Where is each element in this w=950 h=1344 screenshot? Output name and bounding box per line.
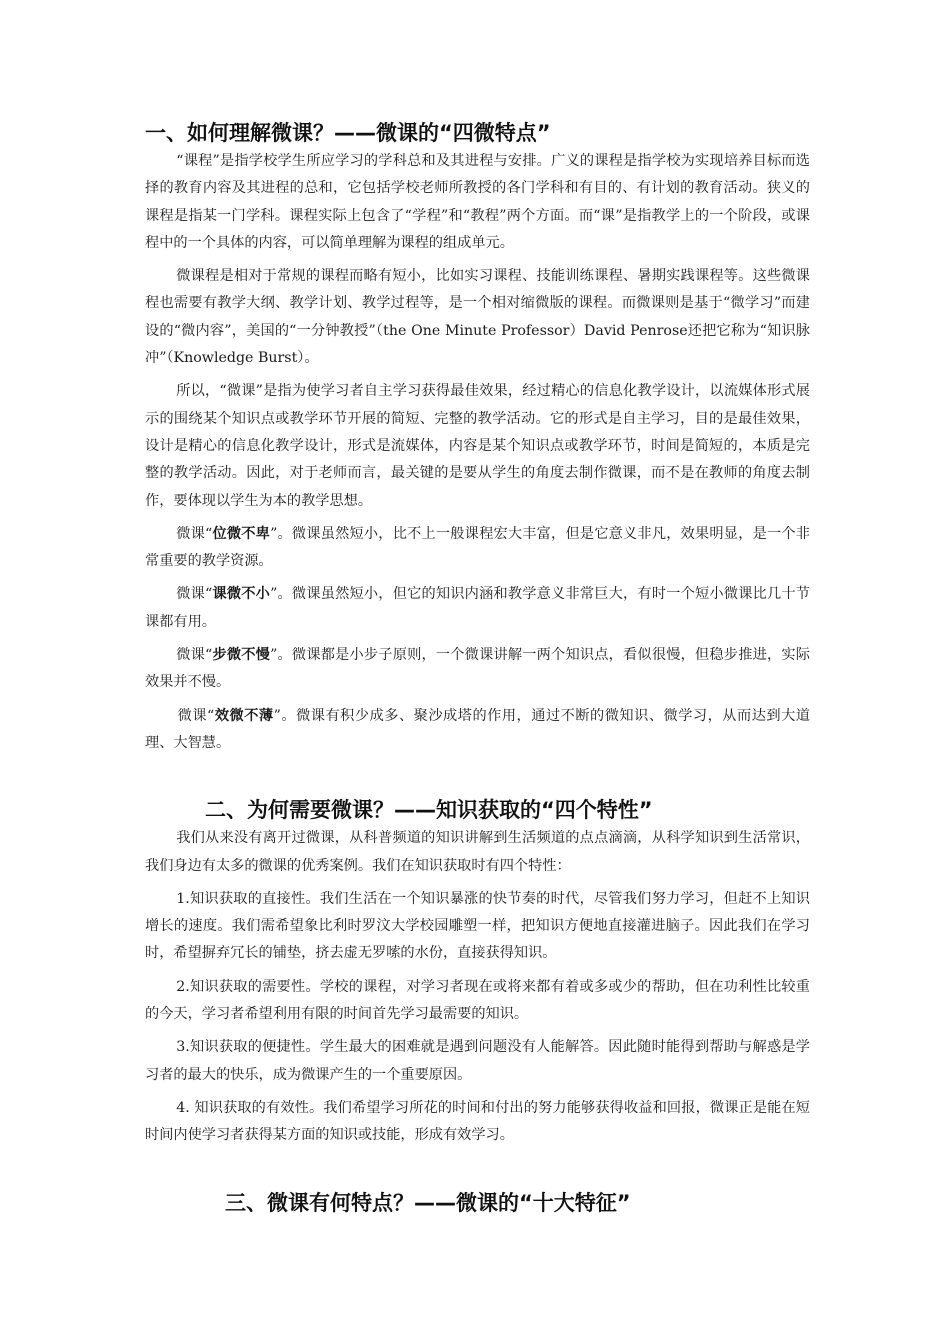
section1-paragraph-3: 所以，“微课”是指为使学习者自主学习获得最佳效果，经过精心的信息化教学设计，以流媒体形式展示的围绕某个知识点或教学环节开展的简短、完整的教学活动。它的形式是自主学习，目的是最佳效果，设计是精心的信息化教学设计，形式是流媒体，内容是某个知识点或教学环节，时间是简短的，本质是完整的教学活动。因此，对于老师而言，最关键的是要从学生的角度去制作微课，而不是在教师的角度去制作，要体现以学生为本的教学思想。: [145, 383, 810, 509]
feature-paragraph-1: 微课“位微不卑”。微课虽然短小，比不上一般课程宏大丰富，但是它意义非凡，效果明显，是一个非常重要的教学资源。: [145, 525, 810, 570]
section1-heading: 一、如何理解微课？——微课的“四微特点”: [145, 121, 551, 145]
section2-item-4: 4. 知识获取的有效性。我们希望学习所花的时间和付出的努力能够获得收益和回报，微课正是能在短时间内使学习者获得某方面的知识或技能，形成有效学习。: [145, 1099, 810, 1144]
document-page: [145, 118, 810, 1218]
feature-keyword: 步微不慢: [212, 647, 271, 664]
feature-paragraph-3: 微课“步微不慢”。微课都是小步子原则，一个微课讲解一两个知识点，看似很慢，但稳步推进，实际效果并不慢。: [145, 647, 810, 691]
section2-intro: 我们从来没有离开过微课，从科普频道的知识讲解到生活频道的点点滴滴，从科学知识到生活常识，我们身边有太多的微课的优秀案例。我们在知识获取时有四个特性：: [145, 830, 810, 874]
feature-keyword: 课微不小: [212, 586, 271, 603]
section1-paragraph-1: “课程”是指学校学生所应学习的学科总和及其进程与安排。广义的课程是指学校为实现培养目标而选择的教育内容及其进程的总和，它包括学校老师所教授的各门学科和有目的、有计划的教育活动。狭义的课程是指某一门学科。课程实际上包含了“学程”和“教程”两个方面。而“课”是指教学上的一个阶段，或课程中的一个具体的内容，可以简单理解为课程的组成单元。: [145, 153, 810, 251]
feature-paragraph-4: 微课“效微不薄”。微课有积少成多、聚沙成塔的作用，通过不断的微知识、微学习，从而达到大道理、大智慧。: [145, 707, 810, 751]
feature-keyword: 效微不薄: [214, 707, 274, 724]
section3-heading: 三、微课有何特点？——微课的“十大特征”: [225, 1190, 631, 1215]
section2-heading: 二、为何需要微课？——知识获取的“四个特性”: [205, 798, 653, 823]
section2-item-3: 3.知识获取的便捷性。学生最大的困难就是遇到问题没有人能解答。因此随时能得到帮助与解惑是学习者的最大的快乐，成为微课产生的一个重要原因。: [145, 1039, 810, 1083]
section2-item-2: 2.知识获取的需要性。学校的课程，对学习者现在或将来都有着或多或少的帮助，但在功利性比较重的今天，学习者希望利用有限的时间首先学习最需要的知识。: [145, 978, 810, 1023]
section1-paragraph-2: 微课程是相对于常规的课程而略有短小，比如实习课程、技能训练课程、暑期实践课程等。这些微课程也需要有教学大纲、教学计划、教学过程等，是一个相对缩微版的课程。而微课则是基于“微学习”而建设的“微内容”，美国的“一分钟教授”（the One Minute Professor）David Penrose还把它称为“知识脉冲”（Knowledge Burst）。: [145, 268, 810, 367]
feature-paragraph-2: 微课“课微不小”。微课虽然短小，但它的知识内涵和教学意义非常巨大，有时一个短小微课比几十节课都有用。: [145, 586, 810, 630]
section2-item-1: 1.知识获取的直接性。我们生活在一个知识暴涨的快节奏的时代，尽管我们努力学习，但赶不上知识增长的速度。我们需希望象比利时罗汶大学校园雕塑一样，把知识方便地直接灌进脑子。因此我们在学习时，希望摒弃冗长的铺垫，挤去虚无罗嗦的水份，直接获得知识。: [145, 890, 810, 962]
feature-keyword: 位微不卑: [212, 525, 271, 542]
